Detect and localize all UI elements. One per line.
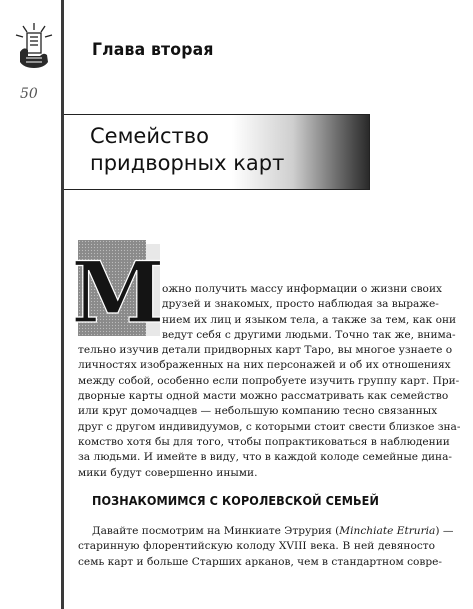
margin-rule (61, 0, 64, 609)
text-line: ожно получить массу информации о жизни своих (162, 283, 442, 295)
text-run: Давайте посмотрим на Минкиате Этрурия ( (92, 525, 340, 537)
text-run: ) — (435, 525, 454, 537)
text-line: друзей и знакомых, просто наблюдая за выраже- (162, 298, 439, 311)
chapter-title-line: придворных карт (90, 151, 285, 175)
text-line: или круг домочадцев — небольшую компанию тесно связанных (78, 405, 438, 418)
text-line: за людьми. И имейте в виду, что в каждой колоде семейные дина- (78, 451, 452, 464)
hand-holding-card-icon (14, 22, 54, 70)
text-line: ведут себя с другими людьми. Точно так же, внима- (162, 328, 456, 341)
text-line: семь карт и больше Старших арканов, чем в стандартном совре- (78, 555, 442, 568)
page-number: 50 (20, 86, 38, 102)
section-heading: ПОЗНАКОМИМСЯ С КОРОЛЕВСКОЙ СЕМЬЕЙ (92, 493, 379, 508)
text-line: старинную флорентийскую колоду XVIII века. В ней девяносто (78, 540, 435, 553)
italic-title: Minchiate Etruria (339, 525, 436, 537)
chapter-title-band (64, 114, 370, 190)
text-line: между собой, особенно если попробуете изучить группу карт. При- (78, 374, 460, 387)
chapter-title-line: Семейство (90, 124, 209, 148)
drop-cap-letter: М (71, 243, 165, 342)
text-line: дворные карты одной масти можно рассматривать как семейство (78, 390, 449, 403)
chapter-label: Глава вторая (92, 40, 214, 60)
text-line: нием их лиц и языком тела, а также за тем, как они (162, 313, 457, 326)
chapter-title (90, 123, 284, 177)
text-line (78, 524, 454, 539)
text-line: друг с другом индивидуумов, с которыми стоит свести близкое зна- (78, 420, 461, 433)
text-line: комство хотя бы для того, чтобы попрактиковаться в наблюдении (78, 435, 450, 448)
text-line: личностях изображенных на них персонажей и об их отношениях (78, 359, 451, 372)
text-line: мики будут совершенно иными. (78, 466, 258, 479)
paragraph-2 (78, 524, 454, 570)
text-line: тельно изучив детали придворных карт Таро, вы многое узнаете о (78, 344, 453, 357)
paragraph-1 (78, 282, 461, 481)
